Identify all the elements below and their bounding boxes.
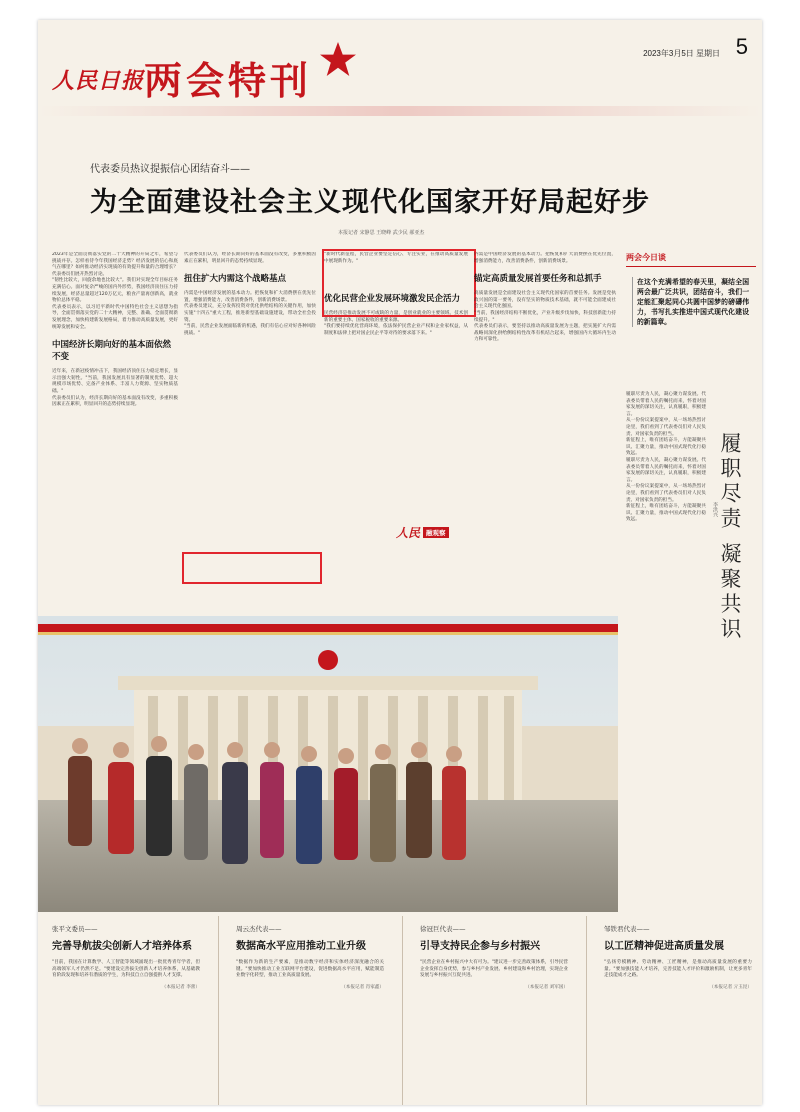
interview-column [38,916,208,1105]
interview-kicker: 邹铁君代表—— [604,925,650,933]
section-heading: 锚定高质量发展首要任务和总抓手 [474,274,602,285]
page-number: 5 [735,34,748,59]
interview-title: 数据高水平应用推动工业升级 [236,941,366,952]
lead-headline: 为全面建设社会主义现代化国家开好局起好步 [90,187,650,218]
interview-kicker: 徐冠巨代表—— [420,925,466,933]
photo-tag-label: 融观察 [423,527,449,538]
newspaper-logo: 人民日报 [52,68,145,94]
lead-paragraph: "韧性比较大，回旋余地也比较大"。我们对实现全年目标任务充满信心。面对复杂严峻的国内外形势，我国经济顶住压力持续发展，经济总量超过120万亿元，粮食产量再创新高，就业物价总体平稳。 [52,278,178,304]
delegates-photo [38,616,618,912]
interview-title: 以工匠精神促进高质量发展 [604,941,724,952]
commentary-paragraph: 新征程上，唯有团结奋斗，方能凝聚共识、汇聚力量，推动中国式现代化行稳致远。 [626,438,706,457]
section-paragraph: 高质量发展是全面建设社会主义现代化国家的首要任务。发展是党执政兴国的第一要务，没有坚实的物质技术基础，就不可能全面建成社会主义现代化强国。 [474,291,616,310]
section-paragraph: "当前，我国经济结构不断优化，产业升级步伐加快，科技创新能力持续提升。" [474,310,616,323]
commentary-title: 履职尽责 凝聚共识 [718,432,742,643]
interview-body: "目前，我国在计算数学、人工智能等领域涌现出一批优秀青年学者，但高端领军人才仍然不足。"要建设完善拔尖创新人才培养体系，从基础教育阶段发现和培养有潜质的学生，为科技自立自强提供人才支撑。 [52,960,200,979]
photo-tag-brand: 人民 [396,526,421,540]
interview-column [590,916,760,1105]
column-divider [586,916,587,1105]
delegates-photo-illustration [38,616,618,912]
commentary-paragraph: 从一份份议案提案中，从一场场热烈讨论里，我们看到了代表委员们对人民负责、对国家负责的担当。 [626,418,706,437]
highlighted-paragraph: "新时代新征程，民营企业要坚定信心、专注实业，在推动高质量发展中展现新作为。" [324,252,468,264]
section-paragraph: 代表委员建议，充分发挥投资对优化供给结构的关键作用，加快实施"十四五"重大工程，推进新型基础设施建设，带动全社会投资。 [184,304,316,323]
commentary-paragraph: 履职尽责为人民，凝心聚力谋发展。代表委员带着人民的嘱托而来，怀着对国家发展的深切关注，认真履职，积极建言。 [626,457,706,483]
special-edition-title: 两会特刊 [144,59,313,103]
interview-credit: （本报记者 亓玉昆） [709,984,752,990]
sidebar [626,252,756,842]
newspaper-page [38,20,762,1105]
commentary-paragraph: 新征程上，唯有团结奋斗，方能凝聚共识、汇聚力量，推动中国式现代化行稳致远。 [626,504,706,523]
section-paragraph: 内需是中国经济发展的基本动力。把恢复和扩大消费摆在优先位置，增强消费能力，改善消费条件，创新消费场景。 [184,291,316,303]
section-paragraph: 内需是中国经济发展的基本动力。把恢复和扩大消费摆在优先位置，增强消费能力，改善消费条件，创新消费场景。 [474,252,616,264]
section-paragraph: 近年来，在新冠疫情冲击下，我国经济顶住压力稳定增长，显示出强大韧性。"当前，我国发展具有显著的制度优势、超大规模市场优势、完备产业体系、丰富人力资源、坚实物质基础。" [52,369,178,394]
interview-credit: （本报记者 李蕾） [161,984,200,990]
article-column-1 [52,252,178,608]
section-paragraph: 民营经济是推动发展不可或缺的力量，是创业就业的主要领域、技术创新的重要主体、国家税收的重要来源。 [324,311,468,323]
issue-date: 2023年3月5日 星期日 [643,49,720,58]
commentary-body [626,392,706,524]
highlight-box-top [322,249,476,317]
interview-body: "民营企业在乡村振兴中大有可为。"建议进一步完善政策体系，引导民营企业发挥自身优势，参与乡村产业发展、乡村建设和乡村治理，实现企业发展与乡村振兴互促共进。 [420,960,568,979]
interview-column [406,916,576,1105]
lead-byline: 本报记者 宋静思 王晓峰 武少民 郝亚杰 [338,230,425,236]
red-star-icon [318,40,358,80]
interview-title: 引导支持民企参与乡村振兴 [420,941,540,952]
highlight-box-left [182,552,322,584]
sidebar-quote: 在这个充满希望的春天里，凝结全国两会最广泛共识，团结奋斗，我们一定能汇聚起同心共圆中国梦的磅礴伟力，书写扎实推进中国式现代化建设的新篇章。 [632,277,749,327]
lead-paragraph: 2023年是全面贯彻落实党的二十大精神的开局之年，希望与挑战并存。怎样看待今年我国经济走势？经济发展的信心和底气在哪里？如何推动经济实现质的有效提升和量的合理增长？代表委员们展开热烈讨论。 [52,252,178,277]
photo-section-tag [396,524,449,541]
section-paragraph: 代表委员们表示，要坚持以推动高质量发展为主题，把实施扩大内需战略同深化供给侧结构性改革有机结合起来，增强国内大循环内生动力和可靠性。 [474,324,616,343]
interview-body: "数据作为新的生产要素，是推动数字经济和实体经济深度融合的关键。"要加快推动工业互联网平台建设，促进数据高水平应用，赋能制造业数字化转型，推动工业高质量发展。 [236,960,384,979]
interview-title: 完善导航拔尖创新人才培养体系 [52,941,192,952]
section-paragraph: "我们要持续优化营商环境，依法保护民营企业产权和企业家权益，从制度和法律上把对国企民企平等对待的要求落下来。" [324,324,468,336]
commentary-paragraph: 从一份份议案提案中，从一场场热烈讨论里，我们看到了代表委员们对人民负责、对国家负责的担当。 [626,484,706,503]
interview-credit: （本报记者 刘军国） [525,984,568,990]
section-paragraph: 代表委员们认为，经济长期向好的基本面没有改变，多重积极因素正在累积，明显回升的态势持续显现。 [52,395,178,408]
section-heading: 扭住扩大内需这个战略基点 [184,274,287,285]
commentary-paragraph: 履职尽责为人民，凝心聚力谋发展。代表委员带着人民的嘱托而来，怀着对国家发展的深切关注，认真履职，积极建言。 [626,392,706,417]
section-paragraph: 代表委员们认为，经济长期向好的基本面没有改变，多重积极因素正在累积，明显回升的态势持续显现。 [184,252,316,264]
interview-body: "弘扬劳模精神、劳动精神、工匠精神，是推动高质量发展的重要力量。"要加强技能人才培养，完善技能人才评价和激励机制，让更多青年走技能成才之路。 [604,960,752,979]
column-divider [402,916,403,1105]
article-column-4 [474,252,616,522]
interview-column [222,916,392,1105]
section-heading: 中国经济长期向好的基本面依然不变 [52,340,172,363]
sidebar-heading: 两会今日谈 [626,252,756,267]
interview-kicker: 周云杰代表—— [236,925,282,933]
interview-kicker: 张平文委员—— [52,925,98,933]
header-ribbon [38,106,762,116]
commentary-author: 李洪兴 [712,502,718,517]
column-divider [218,916,219,1105]
section-heading: 优化民营企业发展环境激发民企活力 [324,294,461,305]
section-paragraph: "当前，民营企业发展面临新的机遇，我们有信心应对好各种风险挑战。" [184,324,316,336]
delegate-interviews [38,916,762,1105]
lead-paragraph: 代表委员表示，以习近平新时代中国特色社会主义思想为指导，全面贯彻落实党的二十大精神，完整、准确、全面贯彻新发展理念，加快构建新发展格局，着力推动高质量发展，更好统筹发展和安全。 [52,304,178,330]
lead-kicker: 代表委员热议提振信心团结奋斗—— [90,164,250,175]
interview-credit: （本报记者 肖家鑫） [341,984,384,990]
